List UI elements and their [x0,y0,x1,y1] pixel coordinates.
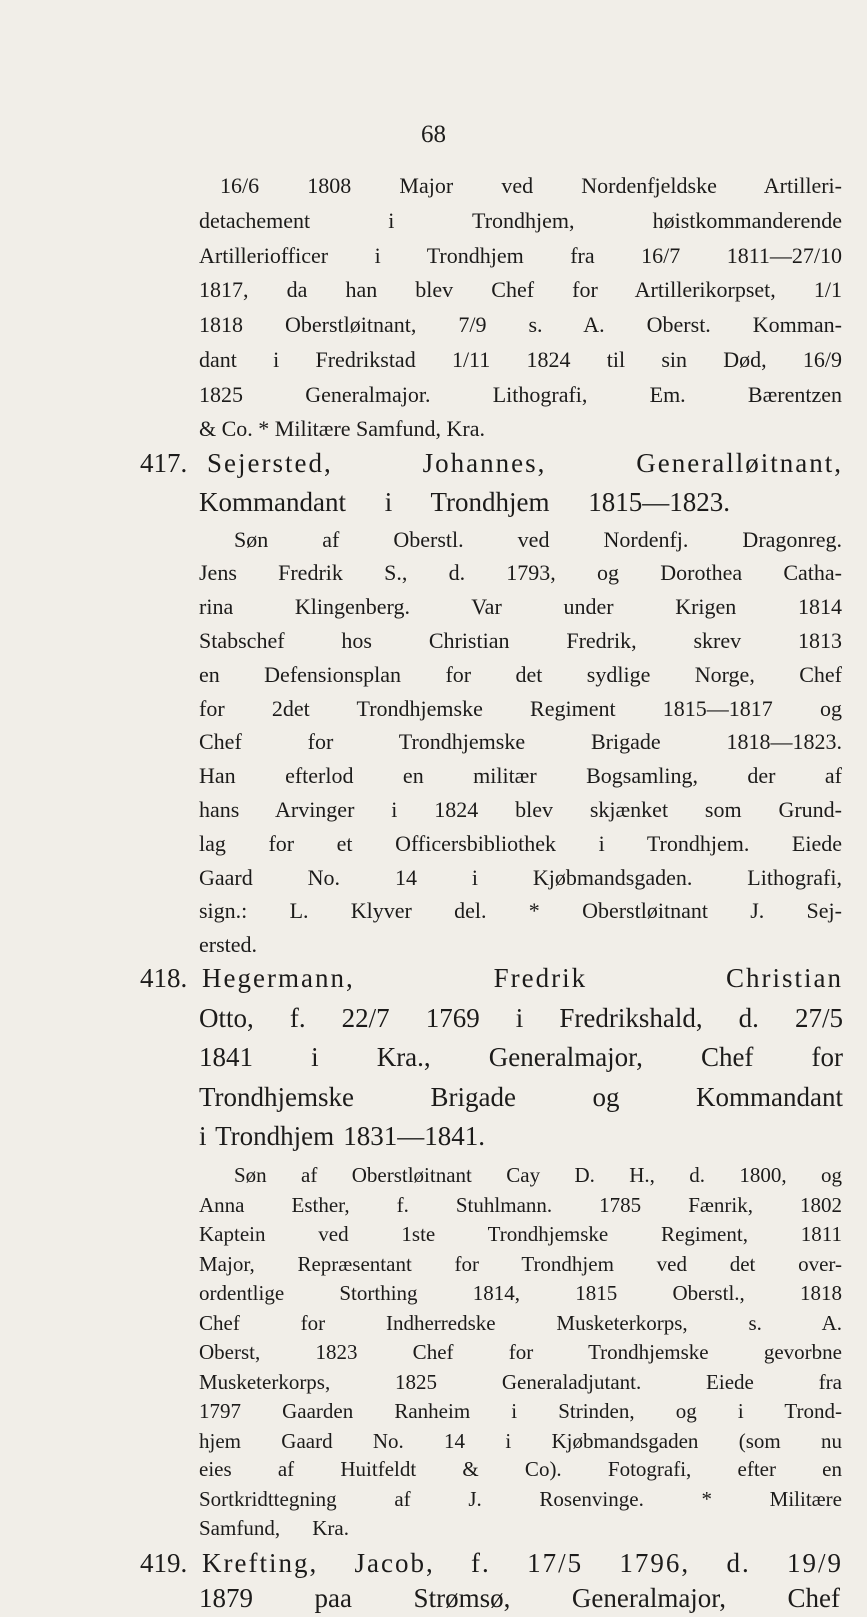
intro-line: detachement i Trondhjem, høistkommanderende [199,207,842,233]
entry-heading-line: 1879 paa Strømsø, Generalmajor, Chef [199,1583,840,1614]
entry-heading-line: Kommandant i Trondhjem 1815—1823. [199,486,730,517]
entry-body-line: hjem Gaard No. 14 i Kjøbmandsgaden (som nu [199,1428,842,1453]
entry-body-line: Stabschef hos Christian Fredrik, skrev 1813 [199,627,842,653]
intro-line: 1825 Generalmajor. Lithografi, Em. Bærentzen [199,381,842,407]
entry-body-line: Musketerkorps, 1825 Generaladjutant. Eiede fra [199,1369,842,1394]
entry-body-line: lag for et Officersbibliothek i Trondhjem. Eiede [199,830,842,856]
entry-body-line: eies af Huitfeldt & Co). Fotografi, efter en [199,1457,842,1482]
intro-line: 16/6 1808 Major ved Nordenfjeldske Artilleri- [220,173,842,199]
entry-number: 418. [140,963,188,994]
entry-body-line: Sortkridttegning af J. Rosenvinge. * Militære [199,1487,842,1512]
entry-body-line: sign.: L. Klyver del. * Oberstløitnant J. Sej- [199,898,842,924]
entry-body-line: rina Klingenberg. Var under Krigen 1814 [199,594,842,620]
entry-body-line: Samfund, Kra. [199,1516,349,1541]
entry-body-line: 1797 Gaarden Ranheim i Strinden, og i Trond- [199,1398,842,1423]
entry-body-line: Han efterlod en militær Bogsamling, der af [199,763,842,789]
entry-body-line: Kaptein ved 1ste Trondhjemske Regiment, 1811 [199,1221,842,1246]
entry-body-line: Jens Fredrik S., d. 1793, og Dorothea Catha- [199,560,842,586]
entry-heading-line: Otto, f. 22/7 1769 i Fredrikshald, d. 27/5 [199,1002,843,1033]
entry-body-line: ersted. [199,932,258,958]
entry-heading-line: Trondhjemske Brigade og Kommandant [199,1081,843,1112]
entry-number: 419. [140,1548,188,1579]
entry-heading-line: Krefting, Jacob, f. 17/5 1796, d. 19/9 [202,1548,843,1579]
intro-line: dant i Fredrikstad 1/11 1824 til sin Død, 16/9 [199,346,842,372]
entry-body-line: Gaard No. 14 i Kjøbmandsgaden. Lithografi, [199,864,842,890]
entry-heading-line: 1841 i Kra., Generalmajor, Chef for [199,1042,843,1073]
entry-body-line: Chef for Trondhjemske Brigade 1818—1823. [199,729,842,755]
entry-heading-line: Hegermann, Fredrik Christian [202,963,843,994]
entry-body-line: Anna Esther, f. Stuhlmann. 1785 Fænrik, 1802 [199,1192,842,1217]
entry-heading-line: Sejersted, Johannes, Generalløitnant, [207,448,843,479]
intro-line: 1817, da han blev Chef for Artillerikorpset, 1/1 [199,277,842,303]
page-number: 68 [421,121,446,148]
entry-body-line: Søn af Oberstl. ved Nordenfj. Dragonreg. [234,526,842,552]
entry-body-line: Chef for Indherredske Musketerkorps, s. A. [199,1310,842,1335]
intro-line: 1818 Oberstløitnant, 7/9 s. A. Oberst. Komman- [199,312,842,338]
entry-body-line: Major, Repræsentant for Trondhjem ved det over- [199,1251,842,1276]
entry-body-line: ordentlige Storthing 1814, 1815 Oberstl., 1818 [199,1280,842,1305]
entry-body-line: hans Arvinger i 1824 blev skjænket som Grund- [199,796,842,822]
entry-body-line: Oberst, 1823 Chef for Trondhjemske gevorbne [199,1339,842,1364]
intro-line: Artilleriofficer i Trondhjem fra 16/7 1811—27/10 [199,242,842,268]
entry-number: 417. [140,448,188,479]
entry-body-line: for 2det Trondhjemske Regiment 1815—1817 og [199,695,842,721]
entry-heading-line: i Trondhjem 1831—1841. [199,1121,485,1152]
intro-line: & Co. * Militære Samfund, Kra. [199,416,485,442]
entry-body-line: en Defensionsplan for det sydlige Norge, Chef [199,661,842,687]
entry-body-line: Søn af Oberstløitnant Cay D. H., d. 1800, og [234,1162,842,1187]
